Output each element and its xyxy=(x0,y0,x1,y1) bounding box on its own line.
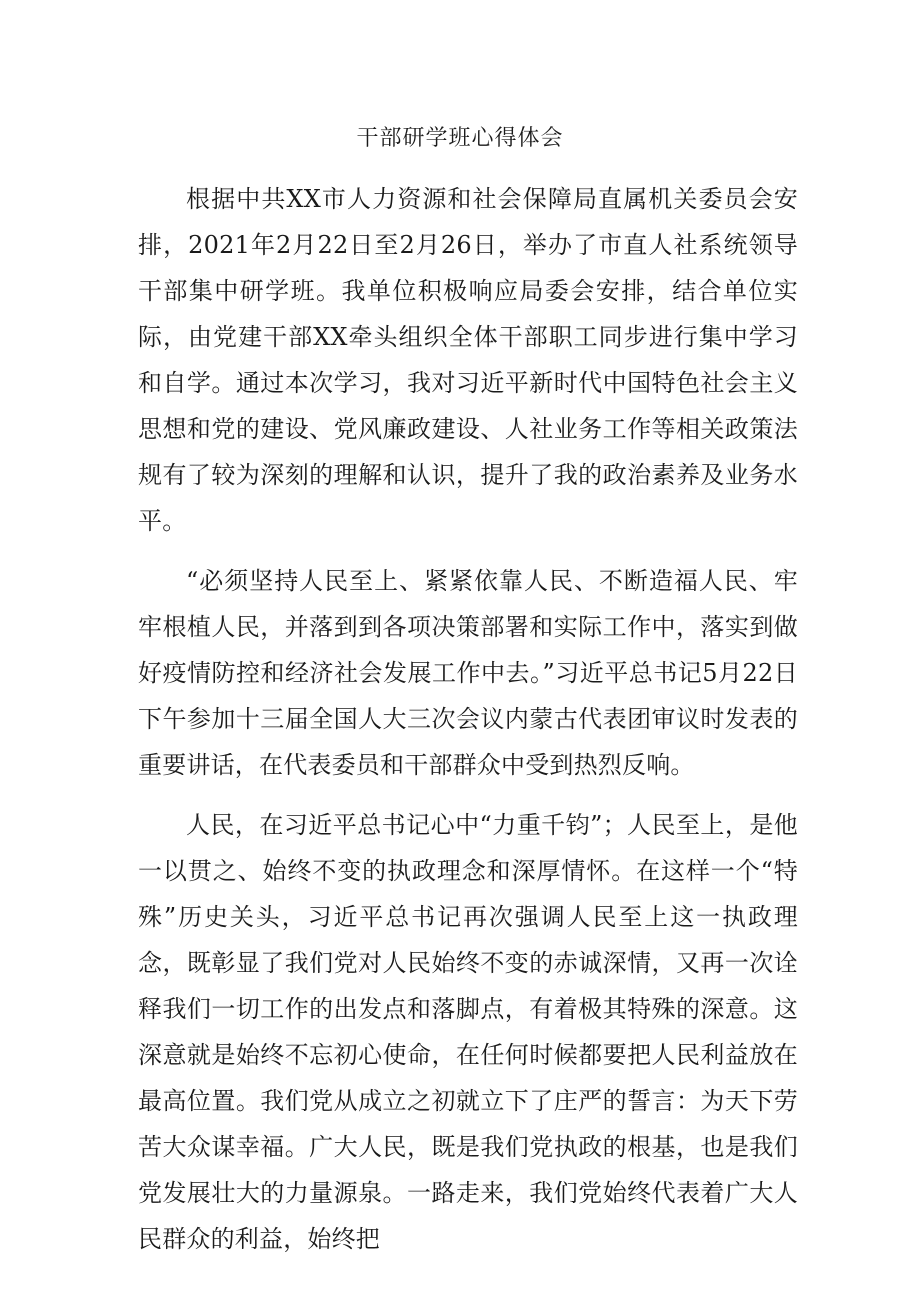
paragraph-3: 人民，在习近平总书记心中“力重千钧”；人民至上，是他一以贯之、始终不变的执政理念和深厚情怀。在这样一个“特殊”历史关头，习近平总书记再次强调人民至上这一执政理念，既彰显了我们党对人民始终不变的赤诚深情，又再一次诠释我们一切工作的出发点和落脚点，有着极其特殊的深意。这深意就是始终不忘初心使命，在任何时候都要把人民利益放在最高位置。我们党从成立之初就立下了庄严的誓言：为天下劳苦大众谋幸福。广大人民，既是我们党执政的根基，也是我们党发展壮大的力量源泉。一路走来，我们党始终代表着广大人民群众的利益，始终把 xyxy=(138,811,798,1253)
document-title: 干部研学班心得体会 xyxy=(356,126,564,151)
paragraph-2: “必须坚持人民至上、紧紧依靠人民、不断造福人民、牢牢根植人民，并落到到各项决策部署和实际工作中，落实到做好疫情防控和经济社会发展工作中去。”习近平总书记5月22日下午参加十三届全国人大三次会议内蒙古代表团审议时发表的重要讲话，在代表委员和干部群众中受到热烈反响。 xyxy=(138,567,798,779)
paragraph-1: 根据中共XX市人力资源和社会保障局直属机关委员会安排，2021年2月22日至2月26日，举办了市直人社系统领导干部集中研学班。我单位积极响应局委会安排，结合单位实际，由党建干部XX牵头组织全体干部职工同步进行集中学习和自学。通过本次学习，我对习近平新时代中国特色社会主义思想和党的建设、党风廉政建设、人社业务工作等相关政策法规有了较为深刻的理解和认识，提升了我的政治素养及业务水平。 xyxy=(138,185,798,535)
document-body xyxy=(138,176,798,1276)
